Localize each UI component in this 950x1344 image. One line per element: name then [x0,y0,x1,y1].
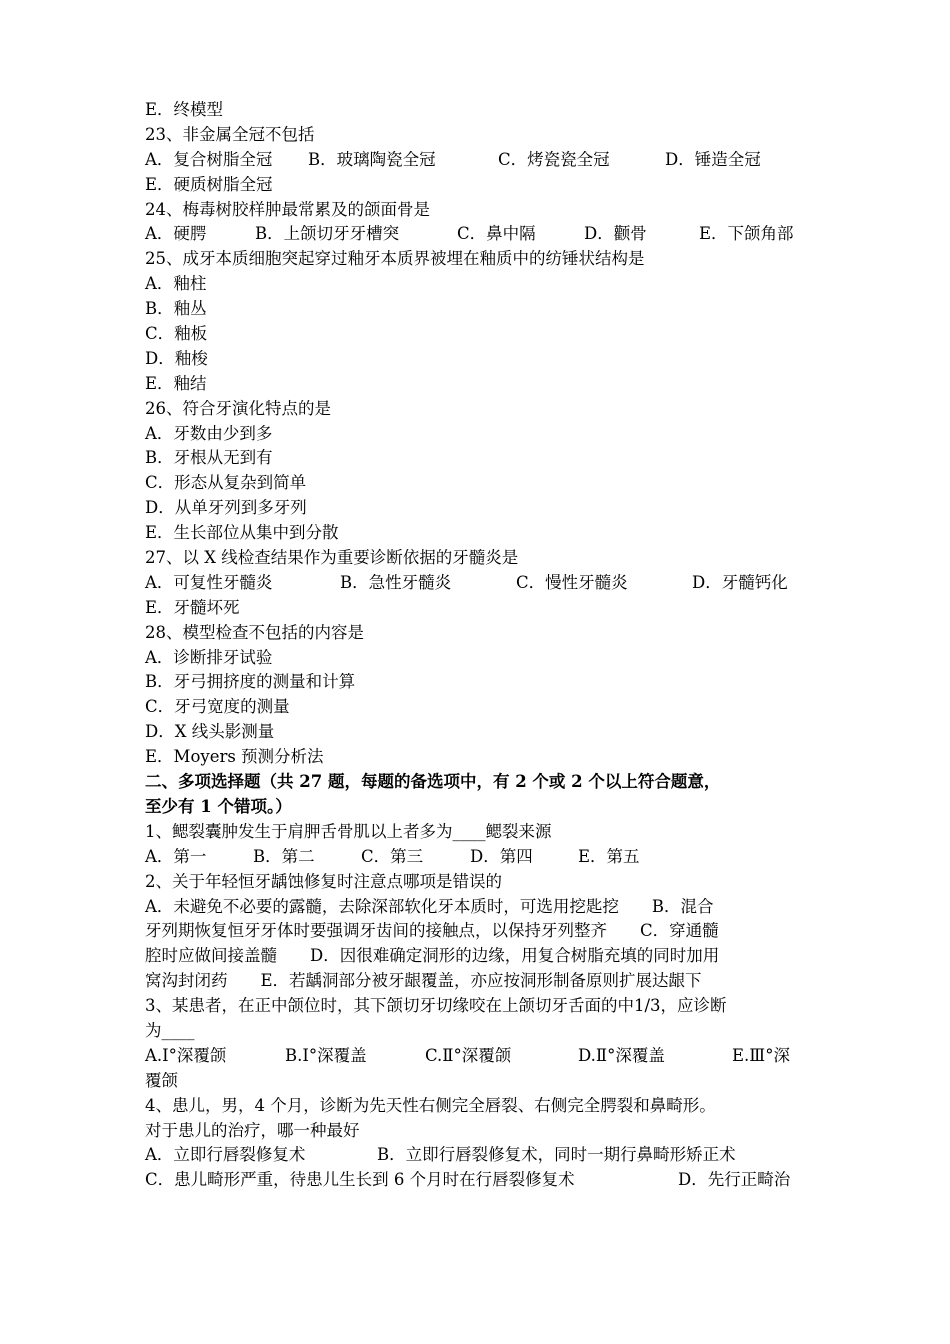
option-e: E．牙髓坏死 [145,597,240,617]
option-e: E．生长部位从集中到分散 [145,523,339,543]
option-c: C．鼻中隔 [457,224,536,244]
option-c: C．形态从复杂到简单 [145,473,307,493]
option-a: A．第一 [145,846,207,866]
options-row [145,222,810,247]
question-m4: 4、患儿，男，4 个月，诊断为先天性右侧完全唇裂、右侧完全腭裂和鼻畸形。 [145,1095,716,1115]
question-24: 24、梅毒树胶样肿最常累及的颌面骨是 [145,199,430,219]
option-c: C.Ⅱ°深覆颌 [425,1045,512,1065]
option-d: D．X 线头影测量 [145,722,275,742]
option-e: E．下颌角部 [699,224,794,244]
question-m3: 3、某患者，在正中颌位时，其下颌切牙切缘咬在上颌切牙舌面的中1/3，应诊断 [145,996,727,1016]
option-c: C．慢性牙髓炎 [516,572,628,592]
options-row [145,1143,810,1168]
option-a: A.I°深覆颌 [145,1045,227,1065]
text-line: E．终模型 [145,100,224,119]
question-25: 25、成牙本质细胞突起穿过釉牙本质界被埋在釉质中的纺锤状结构是 [145,249,645,269]
option-b: B．第二 [253,846,315,866]
option-a: A．立即行唇裂修复术 [145,1145,306,1165]
options-row [145,148,810,173]
option-b: B．玻璃陶瓷全冠 [308,149,436,169]
option-b: B.I°深覆盖 [285,1045,367,1065]
option-d: D．第四 [470,846,533,866]
option-d: D．先行正畸治 [678,1170,791,1190]
option-e: E．Moyers 预测分析法 [145,747,324,767]
question-m1: 1、鳃裂囊肿发生于肩胛舌骨肌以上者多为____鳃裂来源 [145,821,552,841]
options-row [145,845,810,870]
option-d: D．锤造全冠 [665,149,761,169]
option-d: D.Ⅱ°深覆盖 [578,1045,665,1065]
option-c: C．第三 [361,846,424,866]
document-page [145,98,810,1193]
option-c: C．釉板 [145,324,208,344]
option-a: A．复合树脂全冠 [145,149,273,169]
option-e: E．釉结 [145,373,207,393]
question-m4-cont: 对于患儿的治疗，哪一种最好 [145,1120,360,1140]
option-e: E.Ⅲ°深 [732,1045,790,1065]
question-23: 23、非金属全冠不包括 [145,124,315,144]
option-d: D．颧骨 [584,224,647,244]
option-c: C．牙弓宽度的测量 [145,697,290,717]
option-b: B．急性牙髓炎 [340,572,452,592]
option-b: B．上颌切牙牙槽突 [255,224,400,244]
paragraph-line: 窝沟封闭药 E．若龋洞部分被牙龈覆盖，亦应按洞形制备原则扩展达龈下 [145,971,702,991]
question-m2: 2、关于年轻恒牙龋蚀修复时注意点哪项是错误的 [145,871,502,891]
paragraph-line: 牙列期恢复恒牙牙体时要强调牙齿间的接触点，以保持牙列整齐 C．穿通髓 [145,921,719,941]
paragraph-line: A．未避免不必要的露髓，去除深部软化牙本质时，可选用挖匙挖 B．混合 [145,896,714,916]
section-heading: 二、多项选择题（共 27 题，每题的备选项中，有 2 个或 2 个以上符合题意， [145,772,721,792]
options-row [145,1044,810,1069]
section-heading-cont: 至少有 1 个错项。） [145,796,292,816]
option-d: D．从单牙列到多牙列 [145,498,307,518]
option-a: A．釉柱 [145,274,207,294]
option-d: D．牙髓钙化 [692,572,788,592]
option-e-cont: 覆颌 [145,1070,178,1090]
option-a: A．硬腭 [145,224,207,244]
option-a: A．牙数由少到多 [145,423,273,443]
question-28: 28、模型检查不包括的内容是 [145,622,364,642]
question-27: 27、以 X 线检查结果作为重要诊断依据的牙髓炎是 [145,548,519,568]
question-26: 26、符合牙演化特点的是 [145,398,331,418]
options-row [145,571,810,596]
option-b: B．釉丛 [145,299,207,319]
option-e: E．硬质树脂全冠 [145,174,273,194]
option-c: C．烤瓷瓷全冠 [498,149,610,169]
question-m3-cont: 为____ [145,1020,195,1040]
option-b: B．牙根从无到有 [145,448,273,468]
paragraph-line: 腔时应做间接盖髓 D．因很难确定洞形的边缘，用复合树脂充填的同时加用 [145,946,720,966]
option-d: D．釉梭 [145,348,208,368]
option-a: A．可复性牙髓炎 [145,572,273,592]
options-row [145,1168,810,1193]
option-b: B．立即行唇裂修复术，同时一期行鼻畸形矫正术 [377,1145,736,1165]
option-a: A．诊断排牙试验 [145,647,273,667]
option-b: B．牙弓拥挤度的测量和计算 [145,672,356,692]
option-e: E．第五 [578,846,640,866]
option-c: C．患儿畸形严重，待患儿生长到 6 个月时在行唇裂修复术 [145,1170,575,1190]
